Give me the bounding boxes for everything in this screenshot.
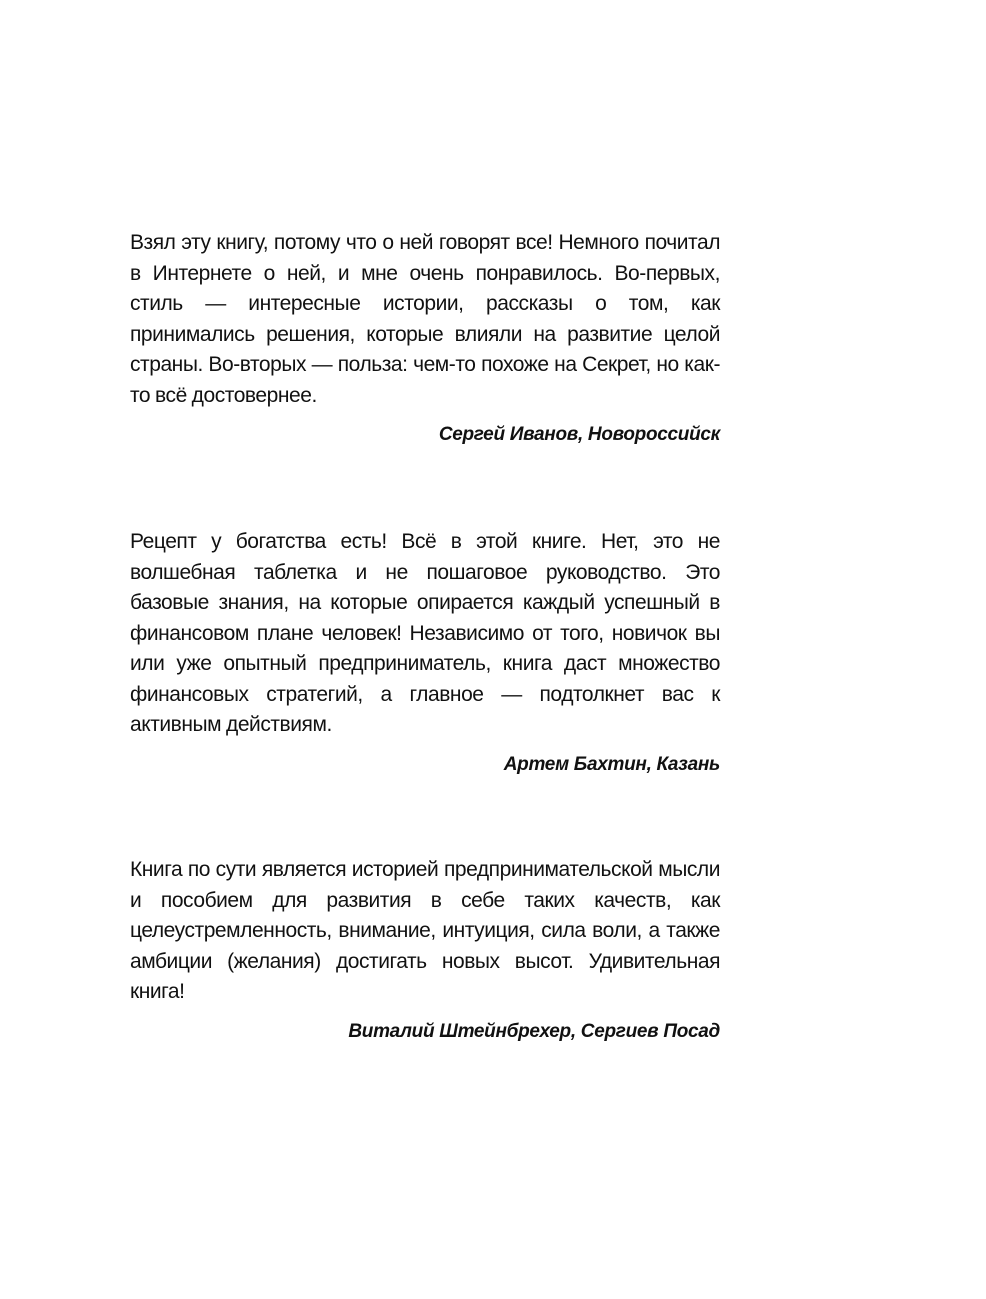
review-block-3 xyxy=(130,855,720,1043)
review-author: Сергей Иванов, Новороссийск xyxy=(438,424,720,445)
review-block-2 xyxy=(130,527,720,776)
review-author: Артем Бахтин, Казань xyxy=(503,753,720,775)
review-author: Виталий Штейнбрехер, Сергиев Посад xyxy=(348,1020,720,1042)
review-block-1 xyxy=(130,228,720,446)
review-text: Рецепт у богатства есть! Всё в этой книге. Нет, это не волшебная таблетка и не пошаговое руководство. Это базовые знания, на которые опирается каждый успешный в финансовом плане человек! Независимо от того, новичок вы или уже опытный предприниматель, книга даст множество финансовых стратегий, а главное — подтолкнет вас к активным действиям. xyxy=(130,530,720,736)
review-text: Книга по сути является историей предпринимательской мысли и пособием для развития в себе таких качеств, как целеустремленность, внимание, интуиция, сила воли, а также амбиции (желания) достигать новых высот. Удивительная книга! xyxy=(130,858,720,1003)
review-text: Взял эту книгу, потому что о ней говорят все! Немного почитал в Интернете о ней, и мне очень понравилось. Во-первых, стиль — интересные истории, рассказы о том, как принимались решения, которые влияли на развитие целой страны. Во-вторых — польза: чем-то похоже на Секрет, но как-то всё достовернее. xyxy=(130,231,720,407)
